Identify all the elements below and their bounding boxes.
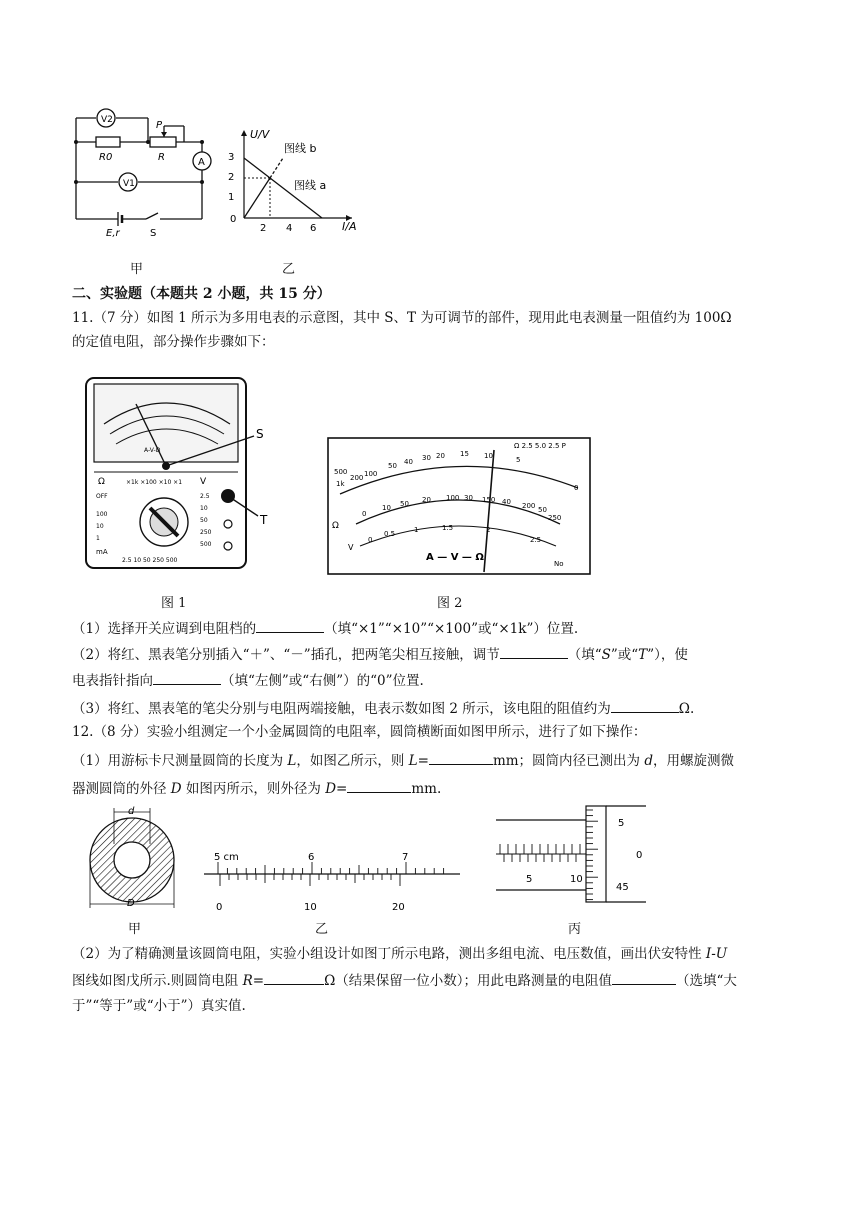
r0-label: R0 [99, 152, 113, 163]
y-tick-0: 0 [230, 214, 237, 225]
t-part-label: T [260, 513, 268, 527]
q11-line2: 的定值电阻，部分操作步骤如下： [72, 334, 275, 350]
v1-label: V1 [123, 179, 135, 189]
mid-tick-20: 20 [422, 496, 431, 504]
off-label: OFF [96, 493, 108, 500]
brand-label: No [554, 560, 564, 568]
v2-label: V2 [101, 115, 113, 125]
mid-tick-30: 30 [464, 494, 473, 502]
mid-tick-50b: 50 [538, 506, 547, 514]
corner-label: Ω 2.5 5.0 2.5 P [514, 442, 566, 450]
micro-main-5: 5 [526, 874, 533, 885]
ohm-tick-15: 15 [460, 450, 469, 458]
ammeter-label: A [198, 157, 205, 168]
ma-tick-10: 10 [96, 523, 104, 530]
mid-tick-200: 200 [522, 502, 536, 510]
answer-blank-1[interactable] [256, 618, 324, 633]
ohm-tick-200: 200 [350, 474, 364, 482]
mid-tick-250: 250 [548, 514, 562, 522]
ma-tick-100: 100 [96, 511, 108, 518]
low-tick-0: 0 [368, 536, 373, 544]
fig2-caption: 图 2 [437, 596, 463, 611]
mid-tick-50: 50 [400, 500, 409, 508]
r-label: R [158, 152, 165, 163]
ohm-tick-20: 20 [436, 452, 445, 460]
jia-caption: 甲 [128, 922, 142, 937]
mid-tick-100: 100 [446, 494, 460, 502]
section-heading: 二、实验题（本题共 2 小题，共 15 分） [72, 286, 331, 302]
q12-line1: 12.（8 分）实验小组测定一个小金属圆筒的电阻率，圆筒横断面如图甲所示，进行了如下操作： [72, 724, 647, 740]
ohm-tick-50: 50 [388, 462, 397, 470]
vernier-caliper [204, 840, 464, 916]
answer-blank-4[interactable] [611, 698, 679, 713]
answer-blank-6[interactable] [347, 778, 411, 793]
range-row: ×1k ×100 ×10 ×1 [126, 479, 183, 486]
low-tick-25: 2.5 [530, 536, 542, 544]
x-tick-6: 6 [310, 223, 317, 234]
cylinder-cross-section [82, 800, 188, 916]
v-left-label: V [348, 543, 354, 552]
low-tick-1: 1 [414, 526, 419, 534]
vernier-top-6: 6 [308, 852, 315, 863]
v-tick-5: 500 [200, 541, 212, 548]
inner-diameter-label: d [128, 806, 135, 817]
mid-tick-0: 0 [362, 510, 367, 518]
vernier-top-7: 7 [402, 852, 409, 863]
dial-mid-label: A-V-Ω [144, 447, 161, 454]
x-axis-label: I/A [342, 220, 357, 233]
q11-part2-cont: 电表指针指向 （填“左侧”或“右侧”）的“0”位置. [72, 670, 424, 691]
p-label: P [156, 120, 163, 131]
ma-label: mA [96, 548, 108, 556]
vernier-bottom-10: 10 [304, 902, 317, 913]
multimeter-figure [82, 374, 282, 574]
meter-dial-figure [326, 436, 592, 576]
ohm-tick-500: 500 [334, 468, 348, 476]
q11-part2: （2）将红、黑表笔分别插入“＋”、“－”插孔，把两笔尖相互接触，调节 （填“S”或“T”），使 [72, 644, 688, 665]
ohm-tick-30: 30 [422, 454, 431, 462]
battery-label: E,r [106, 228, 120, 239]
low-tick-15: 1.5 [442, 524, 454, 532]
micro-thimble-45: 45 [616, 882, 629, 893]
y-tick-2: 2 [228, 172, 235, 183]
q12-part2-end: 于”“等于”或“小于”）真实值. [72, 998, 246, 1014]
circuit-caption: 甲 [130, 262, 144, 277]
x-tick-4: 4 [286, 223, 293, 234]
ohm-tick-5: 5 [516, 456, 521, 464]
ohm-tick-100: 100 [364, 470, 378, 478]
answer-blank-8[interactable] [612, 970, 676, 985]
vernier-top-5cm: 5 cm [214, 852, 239, 863]
micrometer [490, 802, 660, 906]
switch-label: S [150, 228, 157, 239]
ohm-tick-10: 10 [484, 452, 493, 460]
vernier-bottom-20: 20 [392, 902, 405, 913]
answer-blank-3[interactable] [153, 670, 221, 685]
line-a-label: 图线 a [294, 179, 327, 192]
q11-line1: 11.（7 分）如图 1 所示为多用电表的示意图，其中 S、T 为可调节的部件，现用此电表测量一阻值约为 100Ω [72, 310, 732, 326]
v-label: V [200, 477, 207, 487]
low-tick-2: 2 [486, 526, 491, 534]
s-part-label: S [256, 427, 264, 441]
bottom-ticks: 2.5 10 50 250 500 [122, 557, 178, 564]
mid-tick-10: 10 [382, 504, 391, 512]
answer-blank-5[interactable] [429, 750, 493, 765]
line-b-label: 图线 b [284, 142, 317, 155]
answer-blank-2[interactable] [500, 644, 568, 659]
low-tick-05: 0.5 [384, 530, 396, 538]
micro-thimble-0: 0 [636, 850, 643, 861]
mid-tick-150: 150 [482, 496, 496, 504]
v-tick-1: 2.5 [200, 493, 210, 500]
yi-caption: 乙 [315, 922, 329, 937]
answer-blank-7[interactable] [264, 970, 324, 985]
y-tick-1: 1 [228, 192, 235, 203]
q12-part2-cont: 图线如图戊所示.则圆筒电阻 R= Ω（结果保留一位小数）；用此电路测量的电阻值 （选填“大 [72, 970, 737, 991]
ohm-tick-1k: 1k [336, 480, 345, 488]
u-i-graph [224, 122, 364, 237]
mid-tick-40: 40 [502, 498, 511, 506]
y-tick-3: 3 [228, 152, 235, 163]
fig1-caption: 图 1 [161, 596, 187, 611]
v-tick-4: 250 [200, 529, 212, 536]
a-v-o-label: A — V — Ω [426, 552, 484, 563]
ohm-tick-40: 40 [404, 458, 413, 466]
ma-tick-1: 1 [96, 535, 100, 542]
v-tick-2: 10 [200, 505, 208, 512]
omega-left-label: Ω [332, 521, 339, 531]
graph-caption: 乙 [282, 262, 296, 277]
outer-diameter-label: D [127, 898, 135, 909]
q11-part1: （1）选择开关应调到电阻档的 （填“×1”“×10”“×100”或“×1k”）位置. [72, 618, 578, 639]
series-b-segment [244, 178, 270, 218]
x-tick-2: 2 [260, 223, 267, 234]
v-tick-3: 50 [200, 517, 208, 524]
y-axis-label: U/V [250, 128, 270, 141]
micro-thimble-5: 5 [618, 818, 625, 829]
q11-part3: （3）将红、黑表笔的笔尖分别与电阻两端接触，电表示数如图 2 所示，该电阻的阻值约为 Ω. [72, 698, 694, 719]
circuit-diagram [66, 104, 226, 239]
omega-label: Ω [98, 477, 105, 487]
micro-main-10: 10 [570, 874, 583, 885]
series-b-segment [270, 158, 283, 178]
q12-part1-cont: 器测圆筒的外径 D 如图丙所示，则外径为 D= mm. [72, 778, 441, 799]
bing-caption: 丙 [568, 922, 582, 937]
ohm-tick-0: 0 [574, 484, 579, 492]
q12-part2: （2）为了精确测量该圆筒电阻，实验小组设计如图丁所示电路，测出多组电流、电压数值，画出伏安特性 I-U [72, 946, 728, 962]
q12-part1: （1）用游标卡尺测量圆筒的长度为 L，如图乙所示，则 L= mm；圆筒内径已测出为 d，用螺旋测微 [72, 750, 734, 771]
vernier-bottom-0: 0 [216, 902, 223, 913]
